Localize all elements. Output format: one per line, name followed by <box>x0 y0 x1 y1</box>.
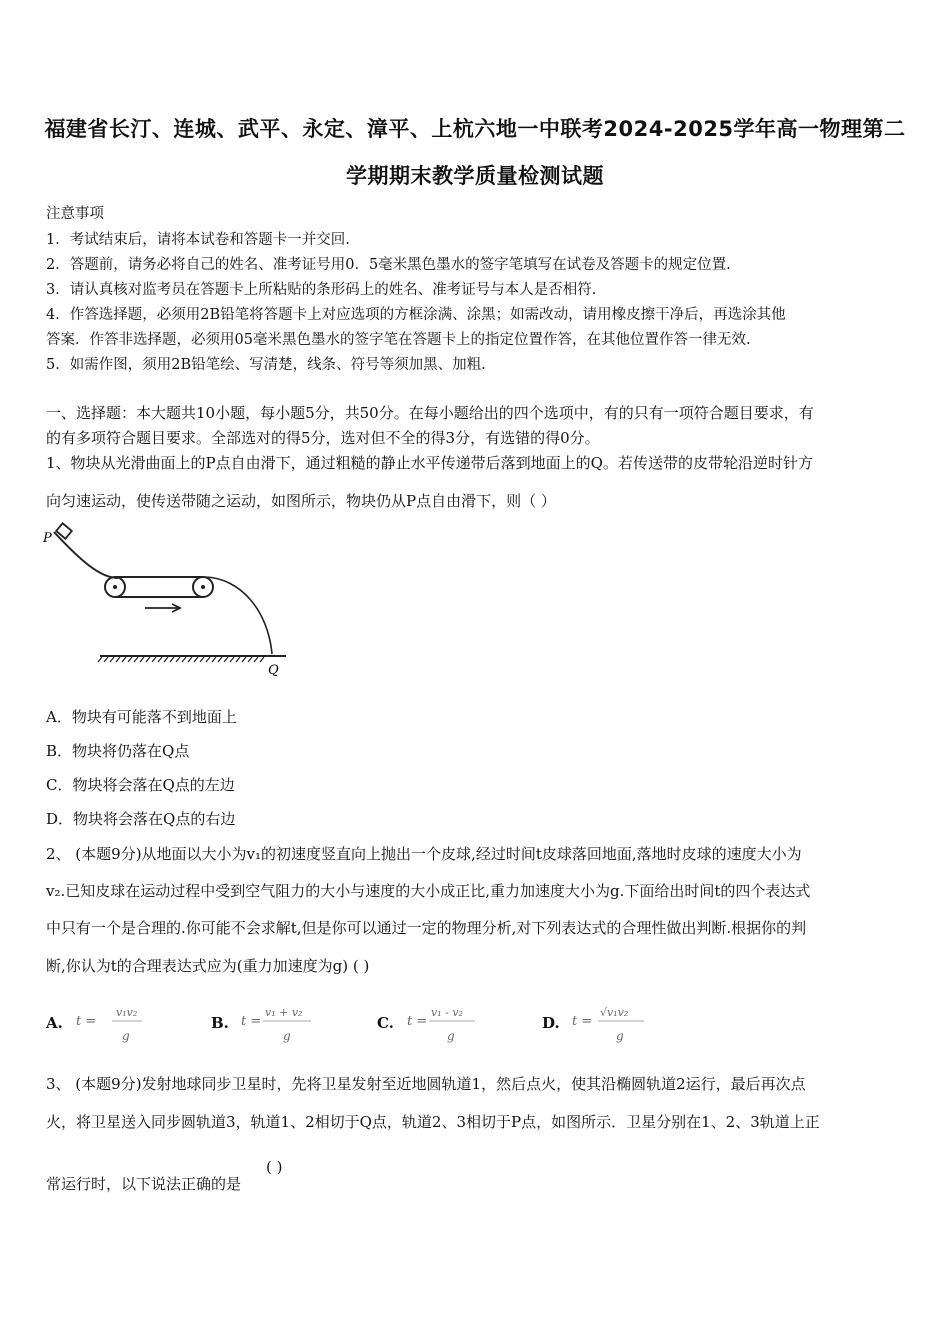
q3-stem-line-2: 火，将卫星送入同步圆轨道3，轨道1、2相切于Q点，轨道2、3相切于P点，如图所示．卫星分别在1、2、3轨道上正 <box>46 1113 820 1131</box>
q2-option-a-denominator: g <box>122 1029 130 1043</box>
q1-stem-line-1: 1、物块从光滑曲面上的P点自由滑下，通过粗糙的静止水平传递带后落到地面上的Q。若传送带的皮带轮沿逆时针方 <box>46 454 813 472</box>
notice-item-5: 5．如需作图，须用2B铅笔绘、写清楚，线条、符号等须加黑、加粗. <box>46 357 486 373</box>
q2-option-d-formula <box>572 1000 682 1046</box>
q2-option-c-lhs: t = <box>407 1014 428 1029</box>
q3-stem-line-1: 3、 (本题9分)发射地球同步卫星时，先将卫星发射至近地圆轨道1，然后点火，使其沿椭圆轨道2运行，最后再次点 <box>46 1075 806 1093</box>
q2-option-c-label: C. <box>377 1014 394 1032</box>
trajectory <box>205 577 272 654</box>
q1-option-b: B．物块将仍落在Q点 <box>46 742 190 760</box>
q2-option-b-label: B. <box>211 1014 229 1032</box>
q2-option-c-denominator: g <box>447 1029 455 1043</box>
notice-item-1: 1．考试结束后，请将本试卷和答题卡一并交回. <box>46 232 350 248</box>
q3-answer-paren: ( ) <box>266 1158 283 1176</box>
notice-item-2: 2．答题前，请务必将自己的姓名、准考证号用0．5毫米黑色墨水的签字笔填写在试卷及答题卡的规定位置. <box>46 257 731 273</box>
q1-conveyor-figure <box>40 520 300 680</box>
q2-stem-line-2: v₂.已知皮球在运动过程中受到空气阻力的大小与速度的大小成正比,重力加速度大小为g.下面给出时间t的四个表达式 <box>46 882 811 900</box>
q2-option-a-lhs: t = <box>76 1014 97 1029</box>
ground-hatching <box>98 657 264 662</box>
q3-stem-line-3: 常运行时，以下说法正确的是 <box>46 1175 242 1193</box>
q2-option-b-lhs: t = <box>241 1014 262 1029</box>
q2-option-d-lhs: t = <box>572 1014 593 1029</box>
curved-slope <box>54 532 118 578</box>
q1-stem-line-2: 向匀速运动，使传送带随之运动，如图所示，物块仍从P点自由滑下，则（ ） <box>46 492 556 510</box>
notice-item-4-cont: 答案．作答非选择题，必须用05毫米黑色墨水的签字笔在答题卡上的指定位置作答，在其他位置作答一律无效. <box>46 332 751 348</box>
exam-title-line-1: 福建省长汀、连城、武平、永定、漳平、上杭六地一中联考2024-2025学年高一物理第二 <box>44 117 906 141</box>
q2-option-d-numerator: √v₁v₂ <box>600 1006 629 1019</box>
q2-option-a-numerator: v₁v₂ <box>116 1006 138 1019</box>
q2-stem-line-4: 断,你认为t的合理表达式应为(重力加速度为g) ( ) <box>46 957 370 975</box>
notice-item-4: 4．作答选择题，必须用2B铅笔将答题卡上对应选项的方框涂满、涂黑；如需改动，请用橡皮擦干净后，再选涂其他 <box>46 307 786 323</box>
notice-heading: 注意事项 <box>46 206 104 222</box>
notice-item-3: 3．请认真核对监考员在答题卡上所粘贴的条形码上的姓名、准考证号与本人是否相符. <box>46 282 597 298</box>
q2-option-d-denominator: g <box>616 1029 624 1043</box>
section-instruction-2: 的有多项符合题目要求。全部选对的得5分，选对但不全的得3分，有选错的得0分。 <box>46 429 600 447</box>
q2-option-b-formula <box>241 1000 351 1046</box>
q1-option-a: A．物块有可能落不到地面上 <box>46 708 237 726</box>
q2-stem-line-1: 2、 (本题9分)从地面以大小为v₁的初速度竖直向上抛出一个皮球,经过时间t皮球落回地面,落地时皮球的速度大小为 <box>46 845 802 863</box>
q1-option-c: C．物块将会落在Q点的左边 <box>46 776 235 794</box>
label-q: Q <box>268 663 279 678</box>
q2-option-a-formula <box>76 1000 186 1046</box>
q2-option-c-formula <box>407 1000 517 1046</box>
section-instruction-1: 一、选择题：本大题共10小题，每小题5分，共50分。在每小题给出的四个选项中，有的只有一项符合题目要求，有 <box>46 404 814 422</box>
q2-option-d-label: D. <box>542 1014 560 1032</box>
q1-option-d: D．物块将会落在Q点的右边 <box>46 810 236 828</box>
q2-option-c-numerator: v₁ - v₂ <box>431 1006 463 1019</box>
q2-stem-line-3: 中只有一个是合理的.你可能不会求解t,但是你可以通过一定的物理分析,对下列表达式的合理性做出判断.根据你的判 <box>46 919 807 937</box>
q2-option-b-numerator: v₁ + v₂ <box>265 1006 303 1019</box>
q2-option-b-denominator: g <box>283 1029 291 1043</box>
q2-option-a-label: A. <box>46 1014 63 1032</box>
exam-title-line-2: 学期期末教学质量检测试题 <box>346 164 604 188</box>
label-p: P <box>43 531 52 546</box>
